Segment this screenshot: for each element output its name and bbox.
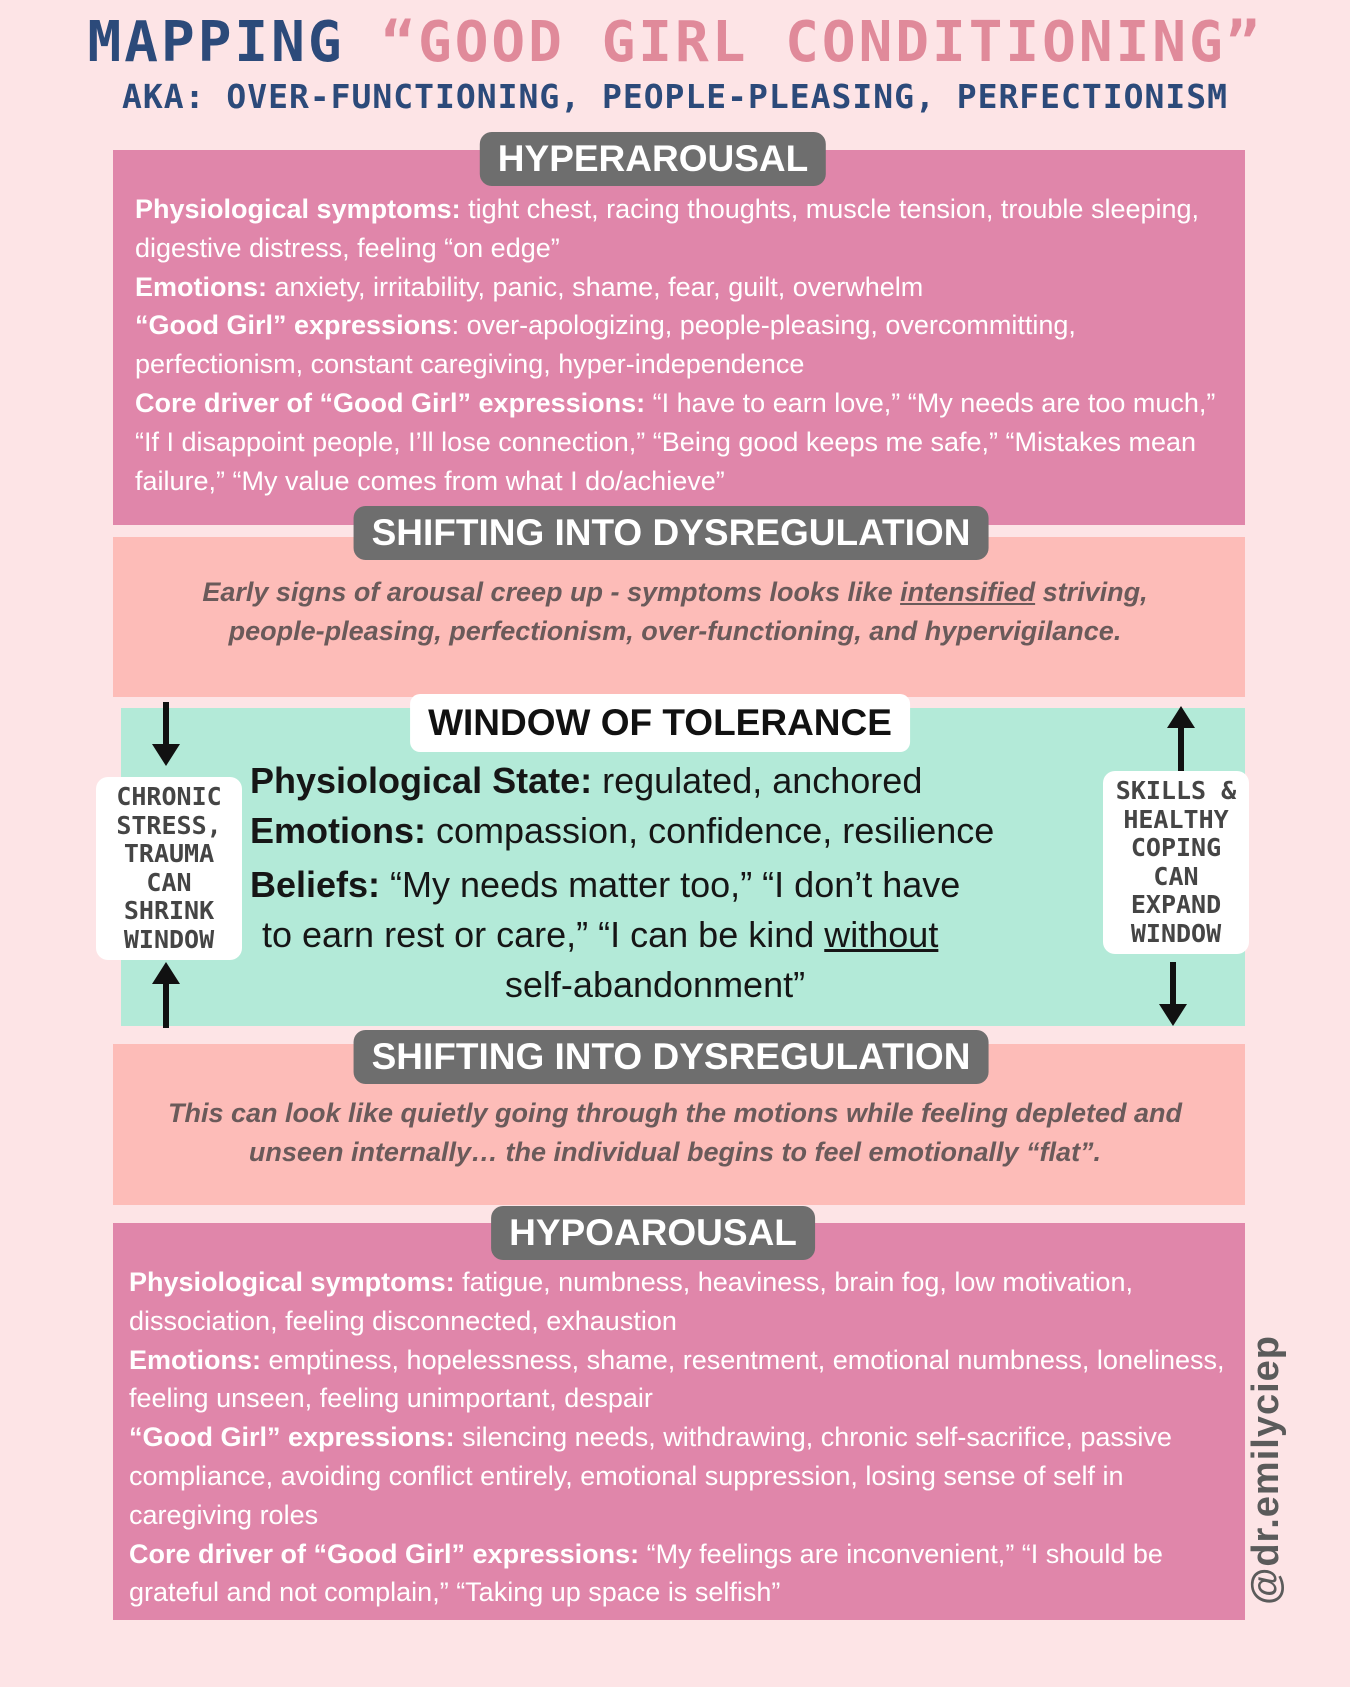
window-beliefs-line2: to earn rest or care,” “I can be kind without xyxy=(262,914,939,955)
arrow-down-left-icon xyxy=(150,702,182,768)
hypo-emotions: Emotions: emptiness, hopelessness, shame, resentment, emotional numbness, loneliness, feeling unseen, feeling unimportant, despair xyxy=(129,1344,1225,1414)
hypoarousal-label: HYPOAROUSAL xyxy=(491,1206,815,1260)
window-physio: Physiological State: regulated, anchored xyxy=(250,760,923,801)
shift-lower-text: This can look like quietly going through the motions while feeling depleted and unseen internally… the individual begins to feel emotionally “flat”. xyxy=(167,1098,1183,1167)
left-side-note: CHRONIC STRESS, TRAUMA CAN SHRINK WINDOW xyxy=(96,777,242,960)
hypo-expressions: “Good Girl” expressions: silencing needs, withdrawing, chronic self-sacrifice, passive compliance, avoiding conflict entirely, emotional suppression, losing sense of self in caregiving roles xyxy=(129,1422,1172,1530)
arrow-up-left-icon xyxy=(150,962,182,1028)
hyperarousal-content xyxy=(135,190,1235,500)
shift-upper-text: Early signs of arousal creep up - symptoms looks like intensified striving, people-pleasing, perfectionism, over-functioning, and hypervigilance. xyxy=(202,577,1148,646)
title-quoted: “GOOD GIRL CONDITIONING” xyxy=(381,10,1263,75)
window-beliefs: Beliefs: “My needs matter too,” “I don’t have xyxy=(250,864,961,905)
right-side-note: SKILLS & HEALTHY COPING CAN EXPAND WINDOW xyxy=(1103,771,1249,954)
hyper-expressions: “Good Girl” expressions: over-apologizing, people-pleasing, overcommitting, perfectionism, constant caregiving, hyper-independence xyxy=(135,310,1076,380)
page-subtitle: AKA: OVER-FUNCTIONING, PEOPLE-PLEASING, PERFECTIONISM xyxy=(122,76,1228,116)
hypo-physio: Physiological symptoms: fatigue, numbness, heaviness, brain fog, low motivation, dissociation, feeling disconnected, exhaustion xyxy=(129,1267,1133,1336)
header xyxy=(0,10,1350,116)
hyper-physio: Physiological symptoms: tight chest, racing thoughts, muscle tension, trouble sleeping, digestive distress, feeling “on edge” xyxy=(135,194,1200,263)
window-beliefs-line3: self-abandonment” xyxy=(504,964,806,1005)
window-content xyxy=(250,756,1090,1010)
arrow-up-right-icon xyxy=(1165,706,1197,772)
title-prefix: MAPPING xyxy=(87,10,345,75)
hyperarousal-label: HYPERAROUSAL xyxy=(480,132,826,186)
hyper-emotions: Emotions: anxiety, irritability, panic, shame, fear, guilt, overwhelm xyxy=(135,271,924,302)
window-emotions: Emotions: compassion, confidence, resilience xyxy=(250,810,995,851)
page-title xyxy=(0,10,1350,75)
hyper-core-driver: Core driver of “Good Girl” expressions: “I have to earn love,” “My needs are too much,” “If I disappoint people, I’ll lose connection,” “Being good keeps me safe,” “Mistakes mean failure,” “My value comes from what I do/achieve” xyxy=(135,387,1216,496)
arrow-down-right-icon xyxy=(1157,962,1189,1028)
window-label: WINDOW OF TOLERANCE xyxy=(410,694,910,752)
shift-lower-label: SHIFTING INTO DYSREGULATION xyxy=(354,1030,989,1084)
hypoarousal-content xyxy=(129,1263,1229,1612)
hypo-core-driver: Core driver of “Good Girl” expressions: “My feelings are inconvenient,” “I should be grateful and not complain,” “Taking up space is selfish” xyxy=(129,1538,1163,1608)
author-handle: @dr.emilyciep xyxy=(1245,1335,1287,1605)
shift-upper-label: SHIFTING INTO DYSREGULATION xyxy=(354,506,989,560)
